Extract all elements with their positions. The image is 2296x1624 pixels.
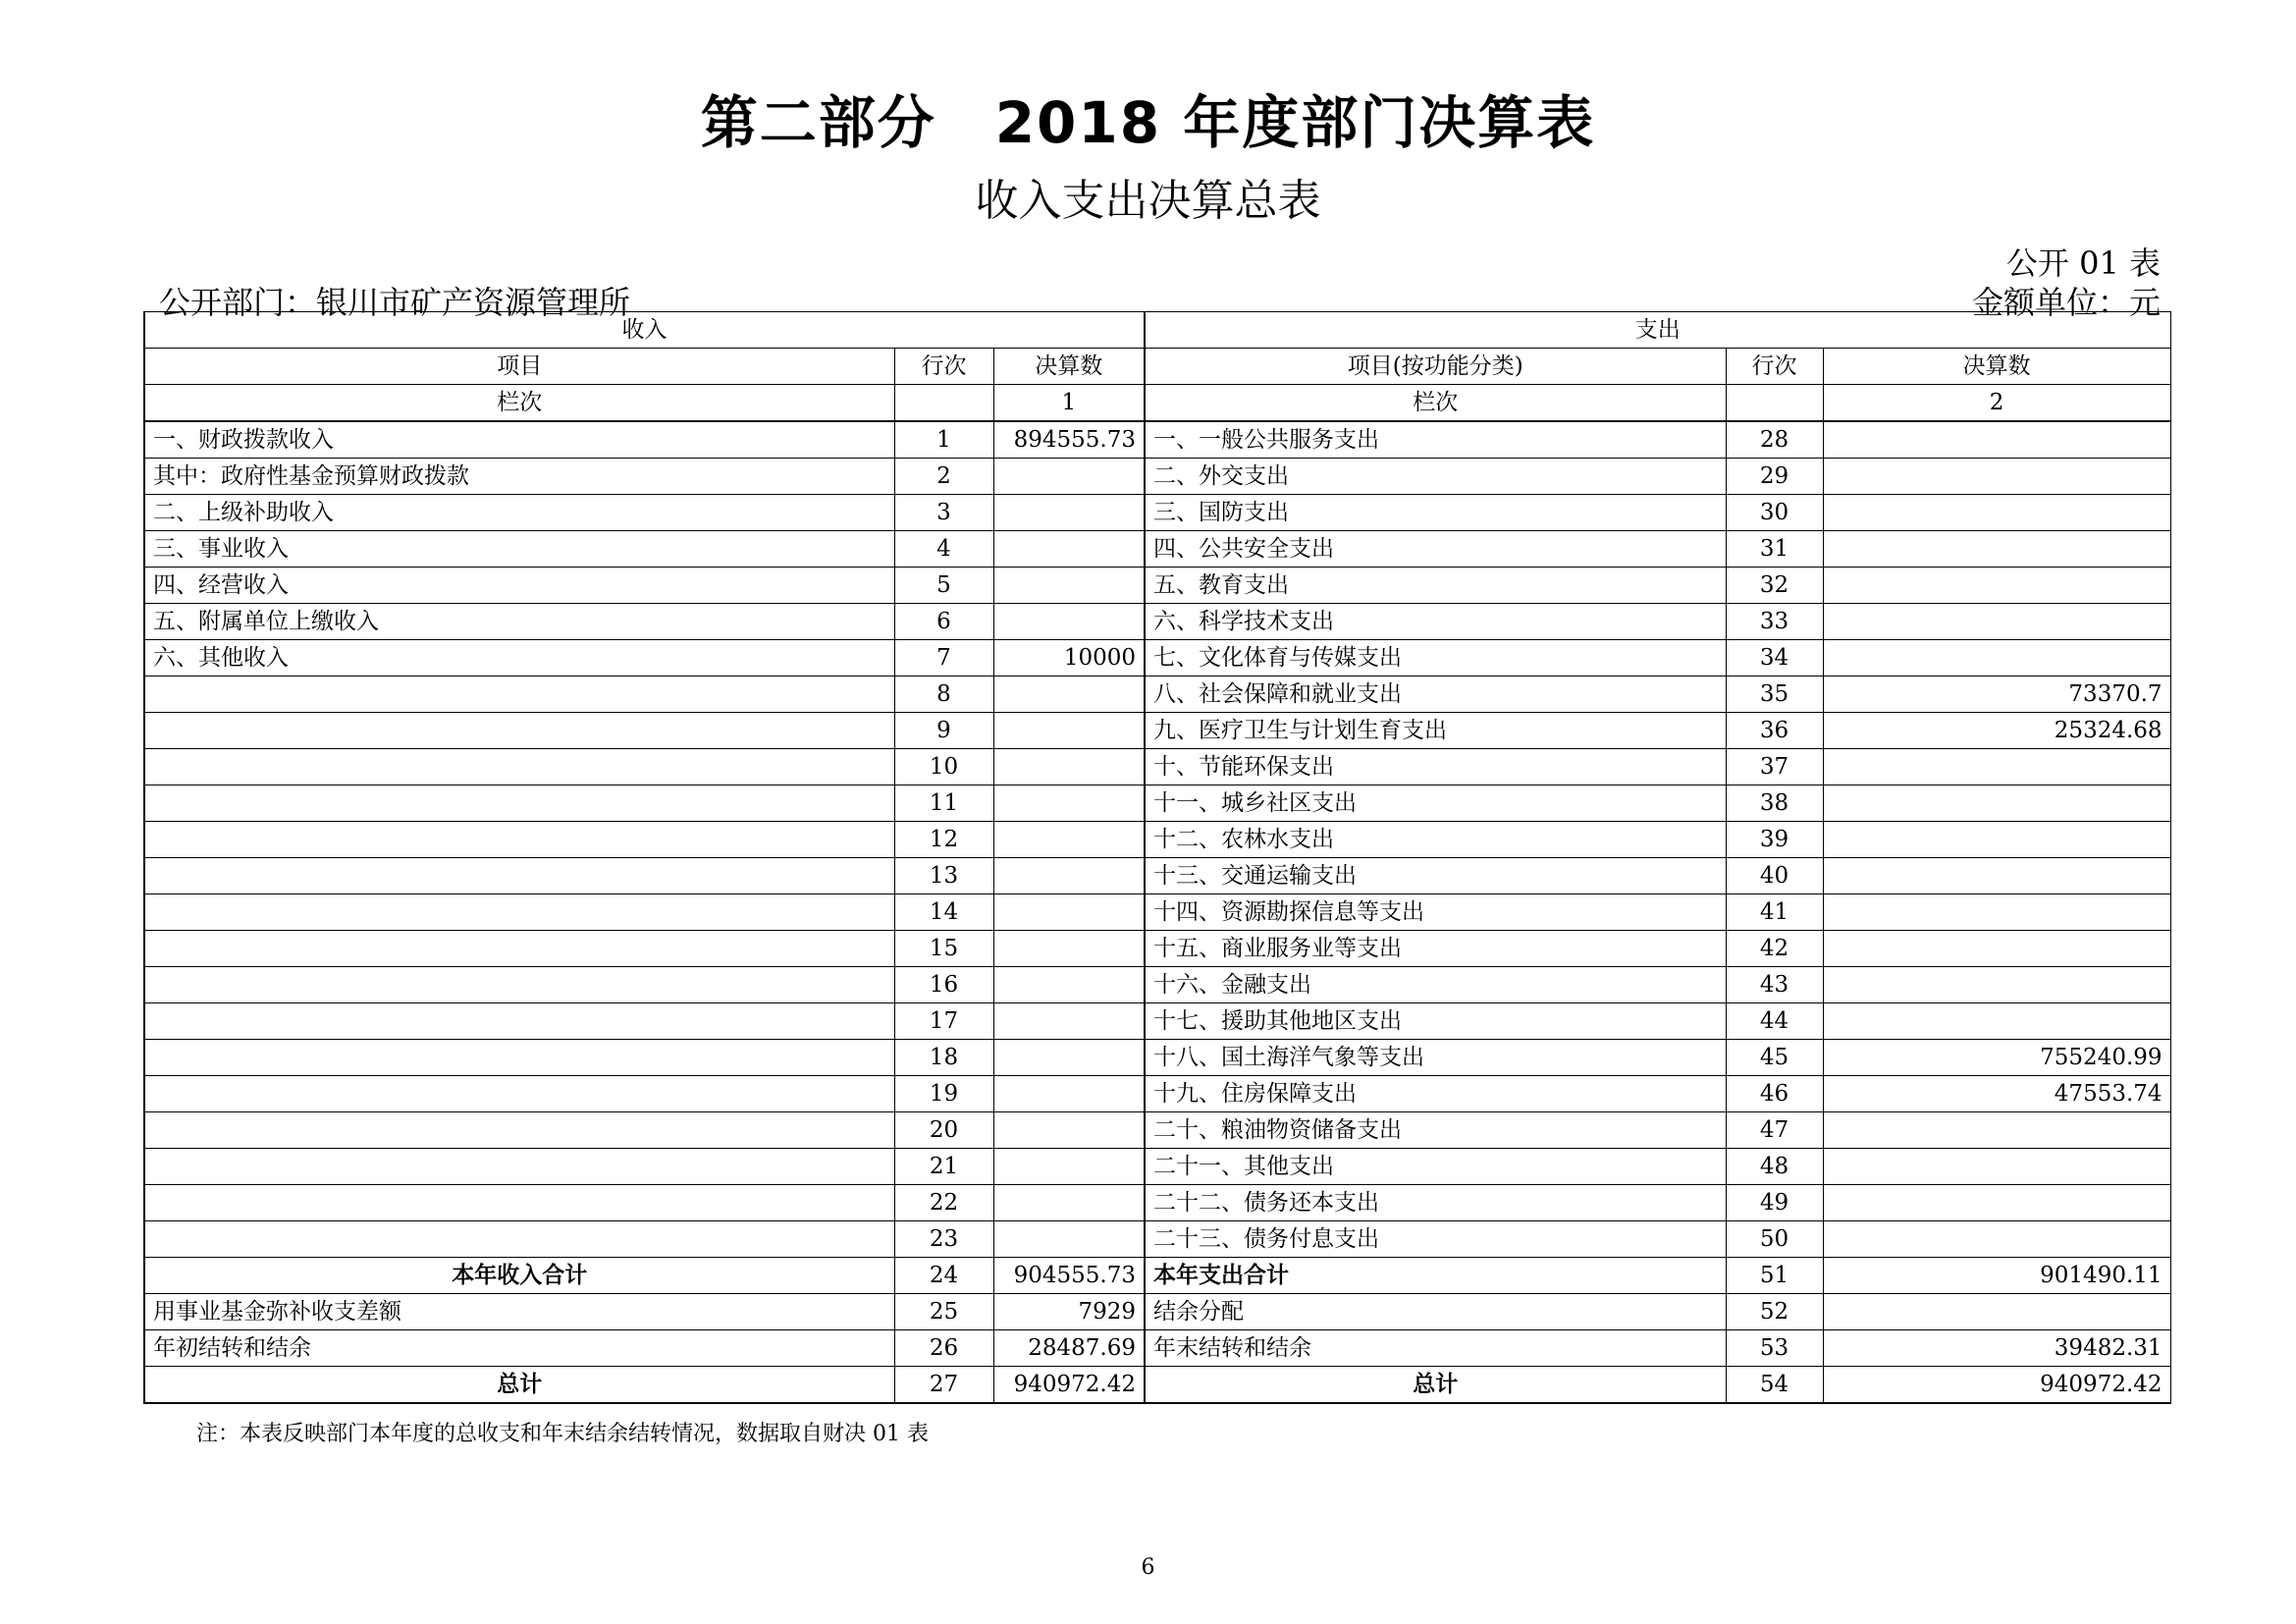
income-item: 其中：政府性基金预算财政拨款: [144, 459, 894, 495]
expense-amount: [1823, 1003, 2170, 1040]
expense-item: 十一、城乡社区支出: [1145, 785, 1726, 822]
income-item: [144, 1221, 894, 1258]
table-row: [144, 785, 2170, 822]
table-row: [144, 531, 2170, 568]
expense-total-item: 结余分配: [1145, 1294, 1726, 1330]
expense-row-no: 50: [1726, 1221, 1823, 1258]
expense-amount: [1823, 459, 2170, 495]
table-row: [144, 967, 2170, 1003]
form-number: 公开 01 表: [2005, 244, 2161, 282]
expense-item: 四、公共安全支出: [1145, 531, 1726, 568]
income-item-header: 项目: [144, 349, 894, 385]
income-item: [144, 1149, 894, 1185]
table-row: [144, 495, 2170, 531]
expense-item: 十、节能环保支出: [1145, 749, 1726, 785]
expense-row-no: 38: [1726, 785, 1823, 822]
income-row-no: 23: [894, 1221, 993, 1258]
expense-row-no: 28: [1726, 421, 1823, 459]
expense-amount: [1823, 531, 2170, 568]
income-column-number: 1: [993, 385, 1145, 422]
income-total-item: 年初结转和结余: [144, 1330, 894, 1367]
income-row-no: 15: [894, 931, 993, 967]
total-row: [144, 1330, 2170, 1367]
expense-row-no: 47: [1726, 1112, 1823, 1149]
expense-amount: [1823, 1185, 2170, 1221]
expense-row-no: 34: [1726, 640, 1823, 677]
expense-item: 十九、住房保障支出: [1145, 1076, 1726, 1112]
income-total-amount: 7929: [993, 1294, 1145, 1330]
expense-total-item: 总计: [1145, 1367, 1726, 1404]
income-amount: [993, 785, 1145, 822]
expense-amount: 47553.74: [1823, 1076, 2170, 1112]
expense-amount: [1823, 421, 2170, 459]
table-row: [144, 1185, 2170, 1221]
table-row: [144, 459, 2170, 495]
income-amount: [993, 1003, 1145, 1040]
expense-item: 十五、商业服务业等支出: [1145, 931, 1726, 967]
income-row-no: 20: [894, 1112, 993, 1149]
total-row: [144, 1294, 2170, 1330]
table-row: [144, 1149, 2170, 1185]
income-item: [144, 1076, 894, 1112]
income-row-no: 2: [894, 459, 993, 495]
income-amount: [993, 568, 1145, 604]
income-item: [144, 931, 894, 967]
income-row-no: 7: [894, 640, 993, 677]
expense-row-no-header: 行次: [1726, 349, 1823, 385]
expense-item: 一、一般公共服务支出: [1145, 421, 1726, 459]
expense-item: 十二、农林水支出: [1145, 822, 1726, 858]
table-row: [144, 1076, 2170, 1112]
department-label: 公开部门：银川市矿产资源管理所: [159, 284, 631, 321]
expense-amount-header: 决算数: [1823, 349, 2170, 385]
expense-item: 三、国防支出: [1145, 495, 1726, 531]
income-amount: [993, 677, 1145, 713]
income-row-no: 10: [894, 749, 993, 785]
income-amount: [993, 495, 1145, 531]
expense-amount: [1823, 822, 2170, 858]
total-row: [144, 1258, 2170, 1294]
income-row-no: 5: [894, 568, 993, 604]
expense-amount: [1823, 604, 2170, 640]
table-row: [144, 894, 2170, 931]
income-row-no: 9: [894, 713, 993, 749]
income-item: [144, 1040, 894, 1076]
income-amount: [993, 894, 1145, 931]
income-item: 四、经营收入: [144, 568, 894, 604]
income-row-no: 1: [894, 421, 993, 459]
income-amount: 10000: [993, 640, 1145, 677]
expense-total-row-no: 53: [1726, 1330, 1823, 1367]
table-row: [144, 568, 2170, 604]
expense-total-amount: 39482.31: [1823, 1330, 2170, 1367]
table-subtitle: 收入支出决算总表: [975, 176, 1321, 226]
expense-item: 七、文化体育与传媒支出: [1145, 640, 1726, 677]
income-row-no: 19: [894, 1076, 993, 1112]
expense-amount: [1823, 1221, 2170, 1258]
table-row: [144, 421, 2170, 459]
expense-row-no: 42: [1726, 931, 1823, 967]
expense-item: 十七、援助其他地区支出: [1145, 1003, 1726, 1040]
expense-row-no: 46: [1726, 1076, 1823, 1112]
income-item: [144, 822, 894, 858]
income-item: 五、附属单位上缴收入: [144, 604, 894, 640]
expense-item: 八、社会保障和就业支出: [1145, 677, 1726, 713]
income-item: [144, 713, 894, 749]
expense-amount: 73370.7: [1823, 677, 2170, 713]
income-row-no: 11: [894, 785, 993, 822]
income-section-header: 收入: [144, 312, 1145, 349]
expense-item: 二十一、其他支出: [1145, 1149, 1726, 1185]
income-amount: [993, 931, 1145, 967]
expense-row-no: 35: [1726, 677, 1823, 713]
income-row-no: 14: [894, 894, 993, 931]
expense-amount: 755240.99: [1823, 1040, 2170, 1076]
income-item: 二、上级补助收入: [144, 495, 894, 531]
income-row-no: 12: [894, 822, 993, 858]
income-item: [144, 1003, 894, 1040]
expense-total-row-no: 52: [1726, 1294, 1823, 1330]
income-amount: [993, 1040, 1145, 1076]
expense-column-blank: [1726, 385, 1823, 422]
income-amount: [993, 604, 1145, 640]
income-total-row-no: 26: [894, 1330, 993, 1367]
income-row-no: 21: [894, 1149, 993, 1185]
expense-row-no: 30: [1726, 495, 1823, 531]
expense-amount: [1823, 858, 2170, 894]
income-amount: [993, 1112, 1145, 1149]
income-item: [144, 1112, 894, 1149]
income-row-no: 22: [894, 1185, 993, 1221]
table-row: [144, 1003, 2170, 1040]
income-total-item: 用事业基金弥补收支差额: [144, 1294, 894, 1330]
income-item: [144, 1185, 894, 1221]
expense-amount: [1823, 931, 2170, 967]
income-total-row-no: 24: [894, 1258, 993, 1294]
expense-item: 十三、交通运输支出: [1145, 858, 1726, 894]
income-amount: [993, 749, 1145, 785]
table-row: [144, 1112, 2170, 1149]
expense-item: 十四、资源勘探信息等支出: [1145, 894, 1726, 931]
income-expense-table: [143, 311, 2171, 1404]
expense-item: 十八、国土海洋气象等支出: [1145, 1040, 1726, 1076]
income-row-no: 4: [894, 531, 993, 568]
table-row: [144, 749, 2170, 785]
income-row-no: 17: [894, 1003, 993, 1040]
table-row: [144, 931, 2170, 967]
expense-amount: [1823, 495, 2170, 531]
income-amount: [993, 1076, 1145, 1112]
income-item: [144, 858, 894, 894]
table-row: [144, 1040, 2170, 1076]
income-item: 三、事业收入: [144, 531, 894, 568]
table-row: [144, 822, 2170, 858]
income-row-no: 6: [894, 604, 993, 640]
income-total-amount: 28487.69: [993, 1330, 1145, 1367]
expense-item: 二、外交支出: [1145, 459, 1726, 495]
table-row: [144, 604, 2170, 640]
expense-item-header: 项目(按功能分类): [1145, 349, 1726, 385]
income-amount: [993, 822, 1145, 858]
income-total-item: 总计: [144, 1367, 894, 1404]
expense-total-item: 本年支出合计: [1145, 1258, 1726, 1294]
expense-row-no: 44: [1726, 1003, 1823, 1040]
table-row: [144, 713, 2170, 749]
income-amount: [993, 713, 1145, 749]
income-total-amount: 940972.42: [993, 1367, 1145, 1404]
expense-row-no: 49: [1726, 1185, 1823, 1221]
expense-item: 十六、金融支出: [1145, 967, 1726, 1003]
table-row: [144, 640, 2170, 677]
table-row: [144, 1221, 2170, 1258]
income-amount: [993, 858, 1145, 894]
income-item: [144, 967, 894, 1003]
expense-amount: [1823, 894, 2170, 931]
expense-total-row-no: 51: [1726, 1258, 1823, 1294]
table-note: 注：本表反映部门本年度的总收支和年末结余结转情况，数据取自财决 01 表: [196, 1422, 929, 1446]
income-row-no: 16: [894, 967, 993, 1003]
expense-item: 二十、粮油物资储备支出: [1145, 1112, 1726, 1149]
expense-section-header: 支出: [1145, 312, 2170, 349]
expense-item: 五、教育支出: [1145, 568, 1726, 604]
table-row: [144, 677, 2170, 713]
expense-row-no: 43: [1726, 967, 1823, 1003]
income-item: [144, 677, 894, 713]
expense-row-no: 48: [1726, 1149, 1823, 1185]
expense-total-row-no: 54: [1726, 1367, 1823, 1404]
income-total-row-no: 27: [894, 1367, 993, 1404]
income-row-no: 13: [894, 858, 993, 894]
income-column-label: 栏次: [144, 385, 894, 422]
income-item: [144, 749, 894, 785]
expense-amount: [1823, 749, 2170, 785]
income-amount: [993, 967, 1145, 1003]
income-row-no-header: 行次: [894, 349, 993, 385]
expense-column-label: 栏次: [1145, 385, 1726, 422]
expense-amount: [1823, 568, 2170, 604]
expense-row-no: 45: [1726, 1040, 1823, 1076]
expense-total-amount: 940972.42: [1823, 1367, 2170, 1404]
expense-amount: [1823, 1112, 2170, 1149]
income-row-no: 8: [894, 677, 993, 713]
income-item: 六、其他收入: [144, 640, 894, 677]
page-title: 第二部分 2018 年度部门决算表: [700, 89, 1596, 156]
expense-amount: [1823, 967, 2170, 1003]
income-amount: 894555.73: [993, 421, 1145, 459]
expense-item: 九、医疗卫生与计划生育支出: [1145, 713, 1726, 749]
expense-row-no: 41: [1726, 894, 1823, 931]
income-amount-header: 决算数: [993, 349, 1145, 385]
income-total-item: 本年收入合计: [144, 1258, 894, 1294]
income-amount: [993, 1221, 1145, 1258]
expense-item: 二十二、债务还本支出: [1145, 1185, 1726, 1221]
expense-amount: [1823, 1149, 2170, 1185]
expense-total-item: 年末结转和结余: [1145, 1330, 1726, 1367]
income-row-no: 3: [894, 495, 993, 531]
expense-column-number: 2: [1823, 385, 2170, 422]
expense-item: 二十三、债务付息支出: [1145, 1221, 1726, 1258]
table-row: [144, 858, 2170, 894]
amount-unit-label: 金额单位：元: [1971, 284, 2161, 321]
income-amount: [993, 1185, 1145, 1221]
expense-row-no: 31: [1726, 531, 1823, 568]
expense-row-no: 32: [1726, 568, 1823, 604]
income-column-blank: [894, 385, 993, 422]
expense-total-amount: 901490.11: [1823, 1258, 2170, 1294]
expense-total-amount: [1823, 1294, 2170, 1330]
page-number: 6: [1141, 1555, 1155, 1580]
expense-row-no: 36: [1726, 713, 1823, 749]
total-row: [144, 1367, 2170, 1404]
expense-row-no: 40: [1726, 858, 1823, 894]
income-total-row-no: 25: [894, 1294, 993, 1330]
expense-item: 六、科学技术支出: [1145, 604, 1726, 640]
income-amount: [993, 531, 1145, 568]
expense-amount: [1823, 785, 2170, 822]
expense-row-no: 39: [1726, 822, 1823, 858]
expense-row-no: 37: [1726, 749, 1823, 785]
income-amount: [993, 459, 1145, 495]
income-item: [144, 785, 894, 822]
income-amount: [993, 1149, 1145, 1185]
expense-amount: 25324.68: [1823, 713, 2170, 749]
expense-row-no: 29: [1726, 459, 1823, 495]
income-total-amount: 904555.73: [993, 1258, 1145, 1294]
income-row-no: 18: [894, 1040, 993, 1076]
expense-row-no: 33: [1726, 604, 1823, 640]
expense-amount: [1823, 640, 2170, 677]
income-item: [144, 894, 894, 931]
income-item: 一、财政拨款收入: [144, 421, 894, 459]
